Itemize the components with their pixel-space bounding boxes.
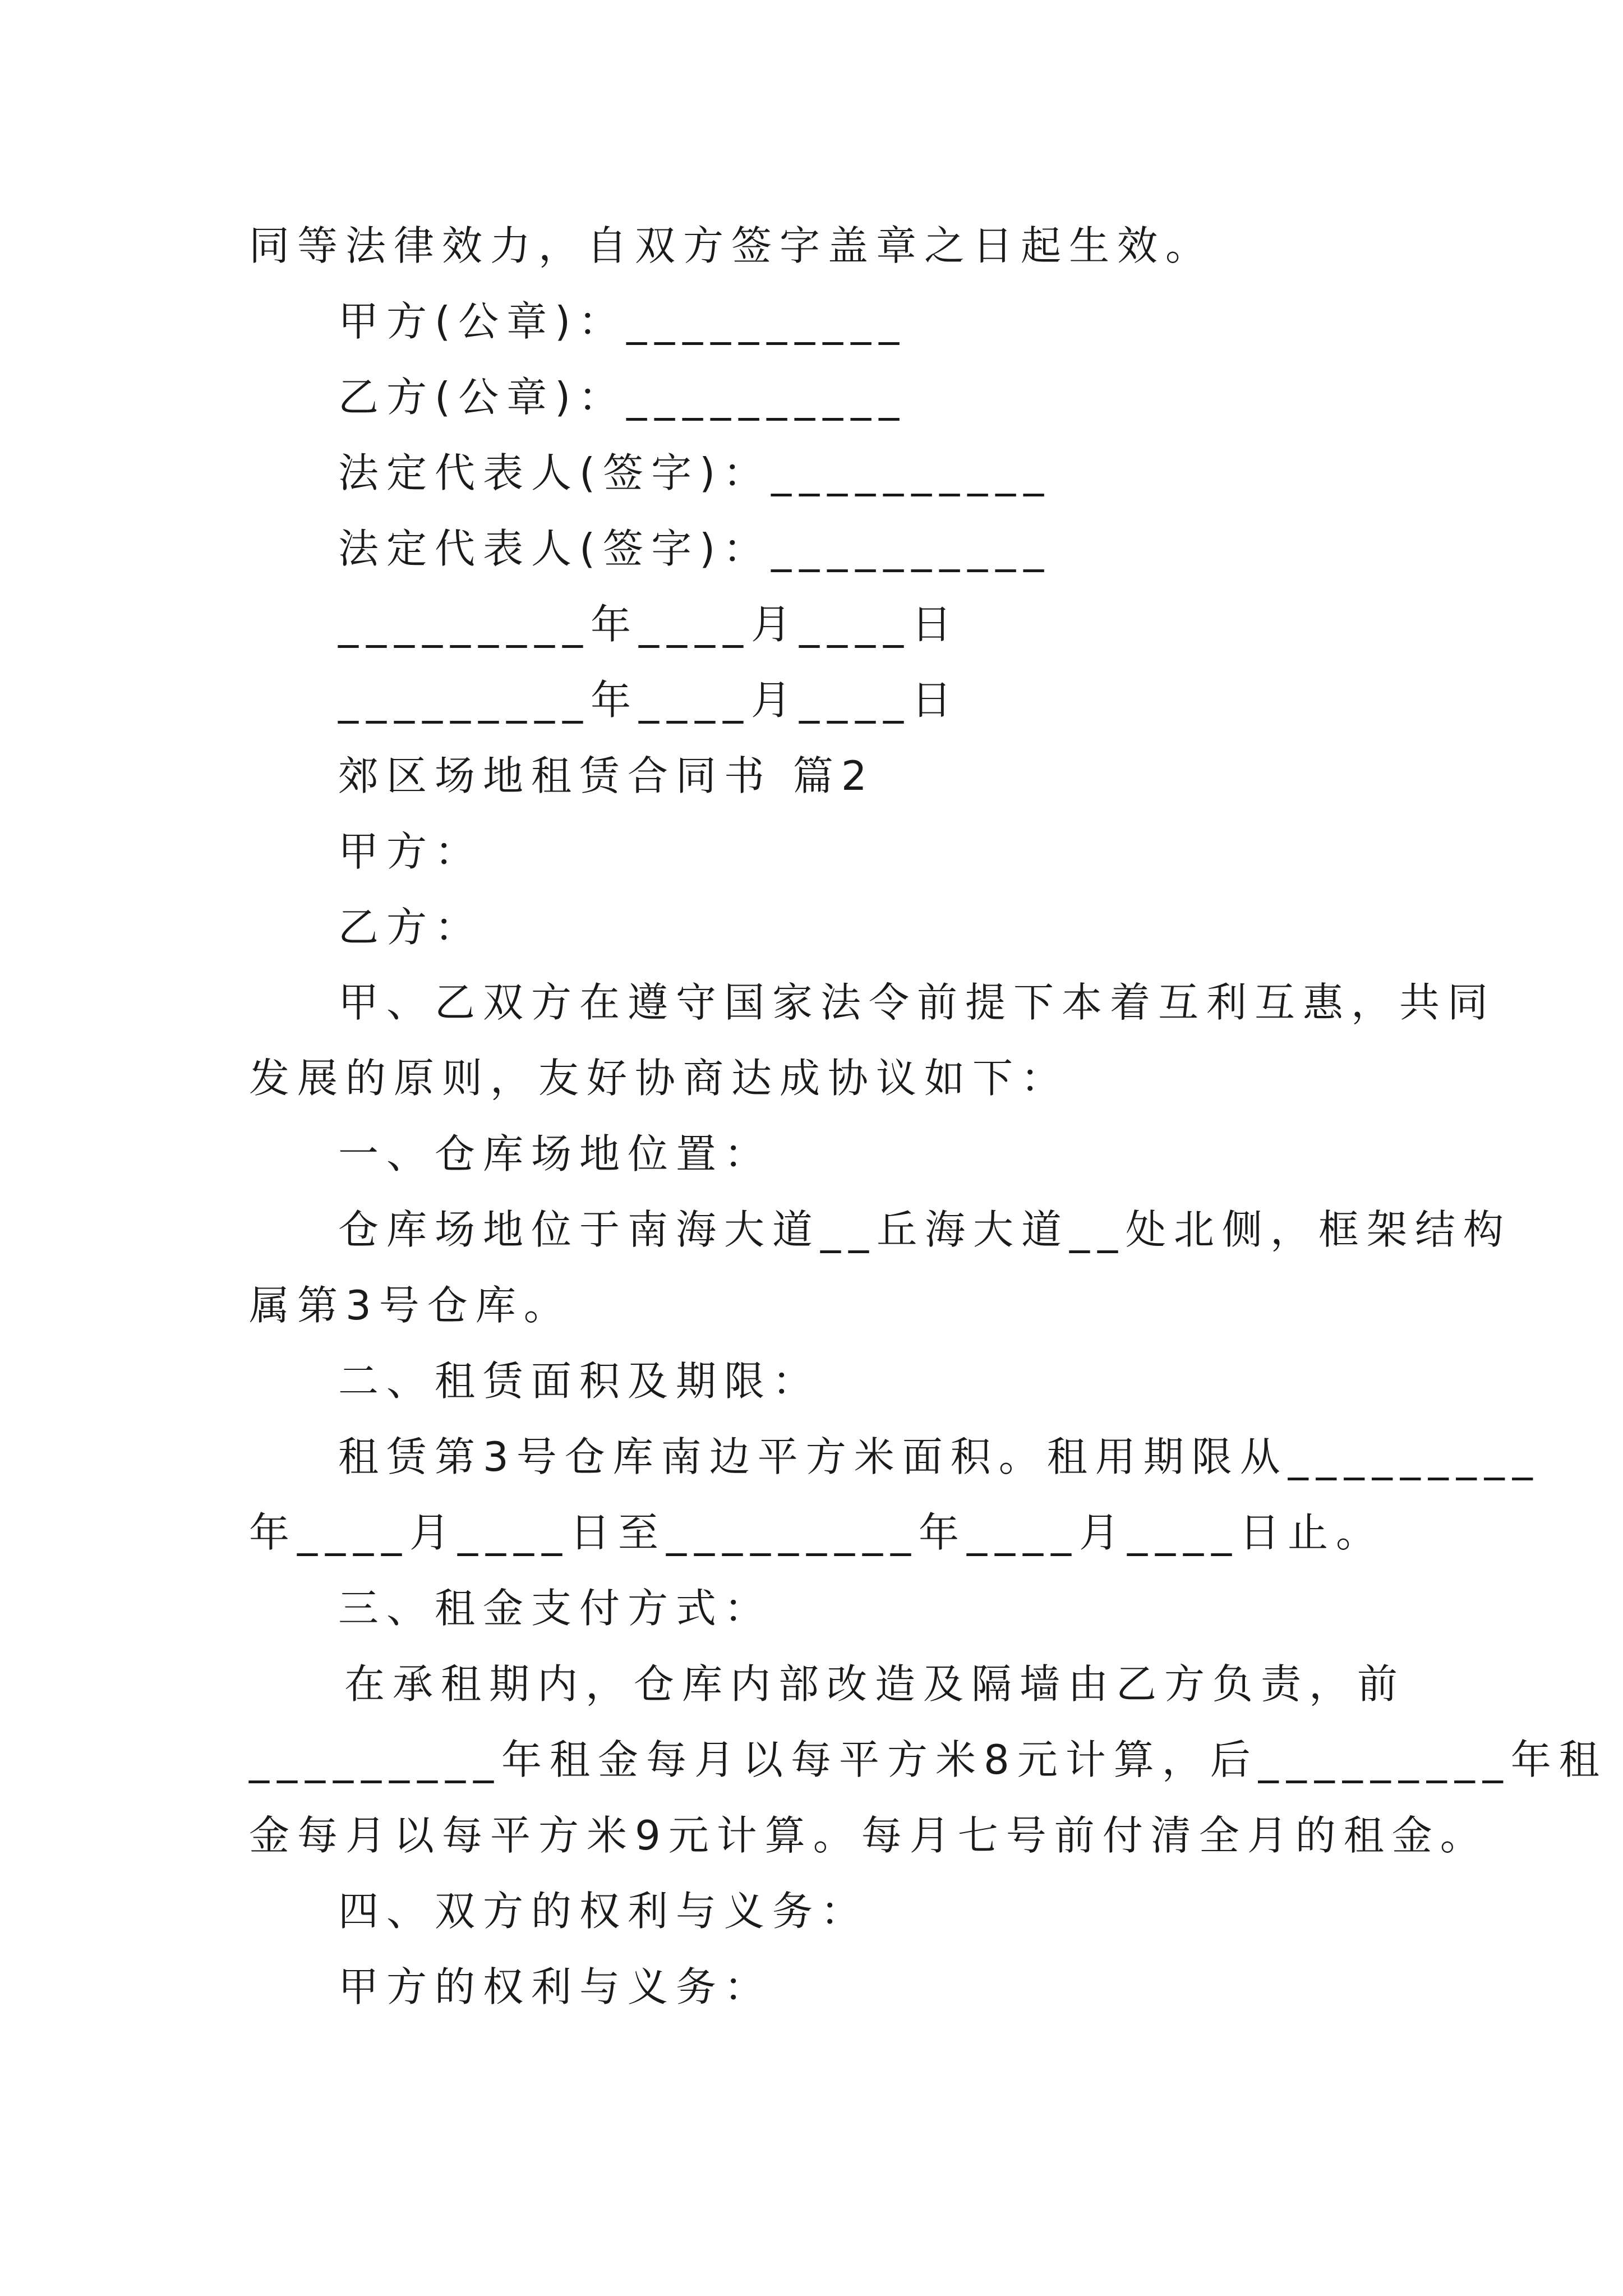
paragraph-line: _________年租金每月以每平方米8元计算，后_________年租: [249, 1736, 1607, 1783]
paragraph-line: 甲、乙双方在遵守国家法令前提下本着互利互惠，共同: [338, 979, 1496, 1026]
party-b-seal-line: 乙方(公章)：__________: [338, 374, 907, 421]
paragraph-line: 同等法律效力，自双方签字盖章之日起生效。: [249, 222, 1214, 269]
date-line: _________年____月____日: [338, 677, 960, 724]
party-a-label: 甲方：: [338, 828, 483, 875]
clause-heading: 四、双方的权利与义务：: [338, 1888, 869, 1935]
clause-heading: 三、租金支付方式：: [338, 1585, 773, 1632]
sub-clause-heading: 甲方的权利与义务：: [338, 1963, 773, 2010]
paragraph-line: 仓库场地位于南海大道__丘海大道__处北侧，框架结构: [338, 1206, 1512, 1253]
legal-rep-signature-line: 法定代表人(签字)：__________: [338, 525, 1052, 572]
paragraph-line: 年____月____日至_________年____月____日止。: [249, 1509, 1385, 1556]
paragraph-line: 发展的原则，友好协商达成协议如下：: [249, 1055, 1069, 1102]
legal-rep-signature-line: 法定代表人(签字)：__________: [338, 449, 1052, 496]
paragraph-line: 金每月以每平方米9元计算。每月七号前付清全月的租金。: [249, 1812, 1488, 1859]
party-b-label: 乙方：: [338, 904, 483, 951]
clause-heading: 二、租赁面积及期限：: [338, 1358, 821, 1405]
party-a-seal-line: 甲方(公章)：__________: [338, 298, 907, 345]
paragraph-line: 在承租期内，仓库内部改造及隔墙由乙方负责，前: [344, 1660, 1406, 1708]
clause-heading: 一、仓库场地位置：: [338, 1130, 773, 1177]
paragraph-line: 属第3号仓库。: [249, 1282, 572, 1329]
date-line: _________年____月____日: [338, 601, 960, 648]
paragraph-line: 租赁第3号仓库南边平方米面积。租用期限从_________: [338, 1433, 1541, 1480]
section-title: 郊区场地租赁合同书 篇2: [338, 752, 875, 799]
